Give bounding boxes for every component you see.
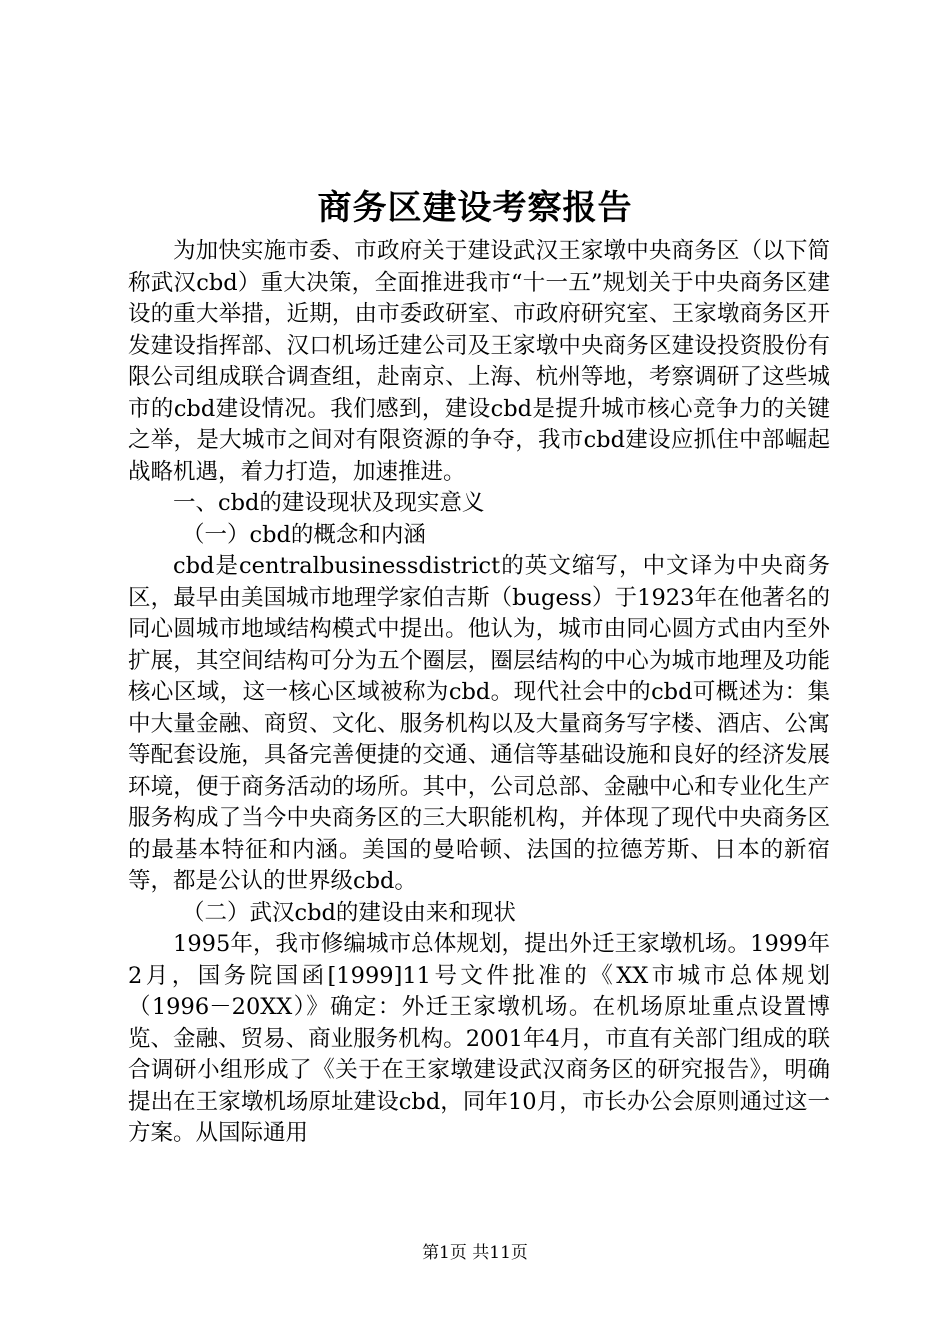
document-title: 商务区建设考察报告 <box>317 188 633 228</box>
subsection-heading-1: （一）cbd的概念和内涵 <box>182 521 426 548</box>
subsection-heading-2: （二）武汉cbd的建设由来和现状 <box>182 899 516 926</box>
document-body <box>128 236 830 1150</box>
section-heading-1: 一、cbd的建设现状及现实意义 <box>173 490 485 516</box>
page-number-footer: 第1页 共11页 <box>422 1243 528 1263</box>
paragraph-wuhan-cbd-history: 1995年，我市修编城市总体规划，提出外迁王家墩机场。1999年2月，国务院国函[1999]11号文件批准的《XX市城市总体规划（1996－20XX）》确定：外迁王家墩机场。在机场原址重点设置博览、金融、贸易、商业服务机构。2001年4月，市直有关部门组成的联合调研小组形成了《关于在王家墩建设武汉商务区的研究报告》，明确提出在王家墩机场原址建设cbd，同年10月，市长办公会原则通过这一方案。从国际通用 <box>128 931 830 1146</box>
paragraph-intro: 为加快实施市委、市政府关于建设武汉王家墩中央商务区（以下简称武汉cbd）重大决策，全面推进我市“十一五”规划关于中央商务区建设的重大举措，近期，由市委政研室、市政府研究室、王家墩商务区开发建设指挥部、汉口机场迁建公司及王家墩中央商务区建设投资股份有限公司组成联合调查组，赴南京、上海、杭州等地，考察调研了这些城市的cbd建设情况。我们感到，建设cbd是提升城市核心竞争力的关键之举，是大城市之间对有限资源的争夺，我市cbd建设应抓住中部崛起战略机遇，着力打造，加速推进。 <box>128 238 830 485</box>
paragraph-cbd-concept: cbd是centralbusinessdistrict的英文缩写，中文译为中央商务区，最早由美国城市地理学家伯吉斯（bugess）于1923年在他著名的同心圆城市地域结构模式中提出。他认为，城市由同心圆方式由内至外扩展，其空间结构可分为五个圈层，圈层结构的中心为城市地理及功能核心区域，这一核心区域被称为cbd。现代社会中的cbd可概述为：集中大量金融、商贸、文化、服务机构以及大量商务写字楼、酒店、公寓等配套设施，具备完善便捷的交通、通信等基础设施和良好的经济发展环境，便于商务活动的场所。其中，公司总部、金融中心和专业化生产服务构成了当今中央商务区的三大职能机构，并体现了现代中央商务区的最基本特征和内涵。美国的曼哈顿、法国的拉德芳斯、日本的新宿等，都是公认的世界级cbd。 <box>128 553 830 894</box>
